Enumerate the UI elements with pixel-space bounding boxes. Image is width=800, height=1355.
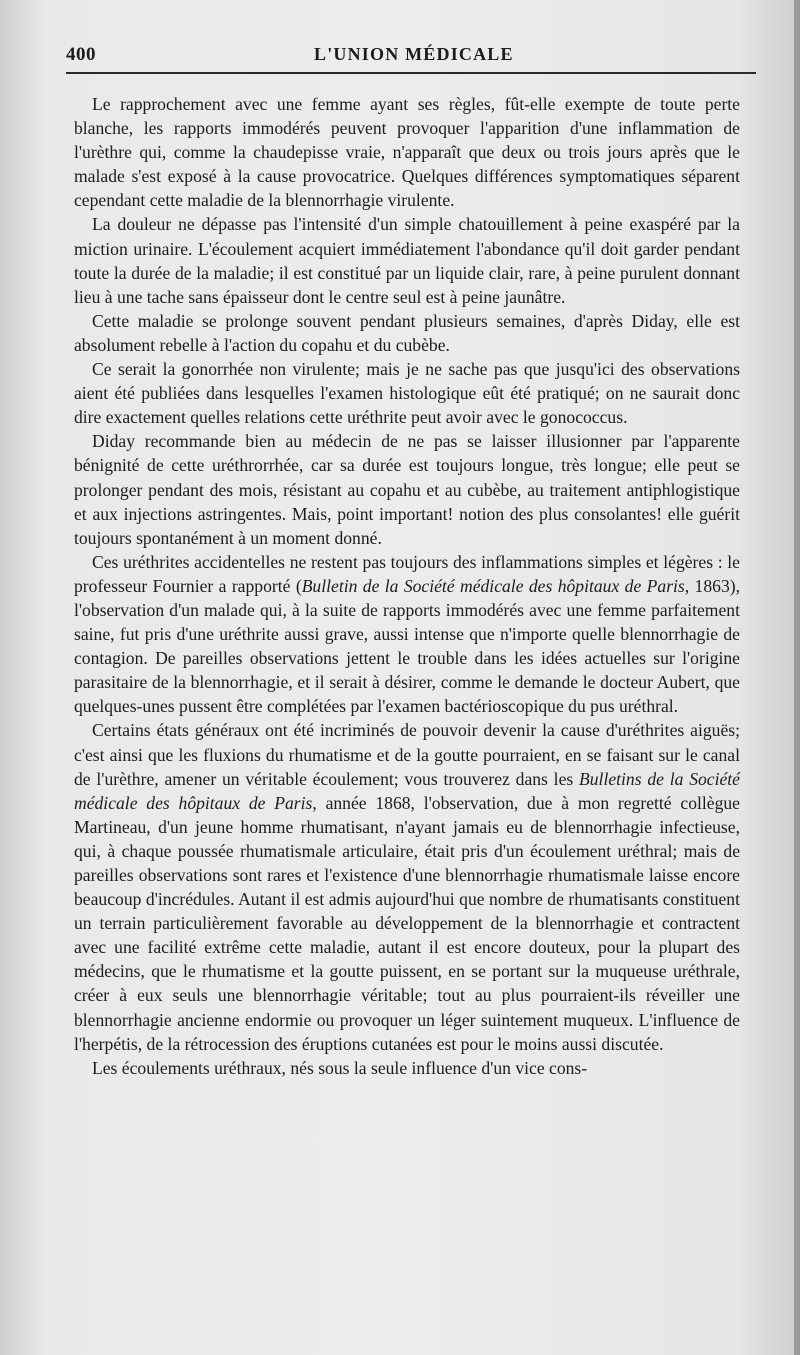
citation-title: Bulletin de la Société médicale des hôpitaux de Paris [301,575,685,596]
paragraph: Diday recommande bien au médecin de ne pas se laisser illusionner par l'apparente bénignité de cette uréthrorrhée, car sa durée est toujours longue, très longue; elle peut se prolonger pendant des mois, résistant au copahu et au cubèbe, au traitement antiphlogistique et aux injections astringentes. Mais, point important! notion des plus consolantes! elle guérit toujours spontanément à un moment donné. [74,431,740,548]
paragraph: Les écoulements uréthraux, nés sous la seule influence d'un vice cons- [92,1057,588,1078]
header-rule [66,72,756,74]
paragraph: Cette maladie se prolonge souvent pendant plusieurs semaines, d'après Diday, elle est absolument rebelle à l'action du copahu et du cubèbe. [74,310,740,355]
page-header [66,40,766,76]
paragraph-text: , 1863), l'observation d'un malade qui, à la suite de rapports immodérés avec une femme parfaitement saine, fut pris d'une uréthrite aussi grave, aussi intense que n'importe quelle blennorrhagie de contagion. De pareilles observations jettent le trouble dans les idées actuelles sur l'origine parasitaire de la blennorrhagie, et il serait à désirer, comme le demande le docteur Aubert, que quelques-unes pussent être complétées par l'examen bactérioscopique du pus uréthral. [74,575,741,717]
page-number: 400 [66,44,96,65]
running-title: L'UNION MÉDICALE [314,44,514,64]
paragraph-text: , année 1868, l'observation, due à mon regretté collègue Martineau, d'un jeune homme rhumatisant, n'ayant jamais eu de blennorrhagie infectieuse, qui, à chaque poussée rhumatismale articulaire, était pris d'un écoulement uréthral; mais de pareilles observations sont rares et l'existence d'une blennorrhagie rhumatismale laisse encore beaucoup d'incrédules. Autant il est admis aujourd'hui que nombre de rhumatisants constituent un terrain particulièrement favorable au développement de la blennorrhagie et contractent avec une facilité extrême cette maladie, autant il est encore douteux, pour la plupart des médecins, que le rhumatisme et la goutte puissent, en se portant sur la muqueuse uréthrale, créer à eux seuls une blennorrhagie véritable; tout au plus pourraient-ils réveiller une blennorrhagie ancienne endormie ou provoquer un léger suintement muqueux. L'influence de l'herpétis, de la rétrocession des éruptions cutanées est pour le moins aussi discutée. [74,792,740,1054]
paragraph [74,550,740,719]
paragraph: Ce serait la gonorrhée non virulente; mais je ne sache pas que jusqu'ici des observations aient été publiées dans lesquelles l'examen histologique eût été pratiqué; on ne saurait donc dire exactement quelles relations cette uréthrite peut avoir avec le gonococcus. [74,359,740,428]
citation-title: Bulletins de la Société médicale des hôpitaux de Paris [74,768,740,813]
paragraph-text: Certains états généraux ont été incriminés de pouvoir devenir la cause d'uréthrites aiguës; c'est ainsi que les fluxions du rhumatisme et de la goutte pourraient, en se faisant sur le canal de l'urèthre, amener un véritable écoulement; vous trouverez dans les [74,720,740,789]
paragraph: La douleur ne dépasse pas l'intensité d'un simple chatouillement à peine exaspéré par la miction urinaire. L'écoulement acquiert immédiatement l'abondance qu'il doit garder pendant toute la durée de la maladie; il est constitué par un liquide clair, rare, à peine purulent donnant lieu à une tache sans épaisseur dont le centre seul est à peine jaunâtre. [74,214,740,307]
paragraph-text: Ces uréthrites accidentelles ne restent pas toujours des inflammations simples et légères : le professeur Fournier a rapporté ( [74,551,740,596]
paragraph [74,718,740,1055]
body-text [74,92,740,1080]
page-edge [794,0,800,1355]
paragraph: Le rapprochement avec une femme ayant ses règles, fût-elle exempte de toute perte blanche, les rapports immodérés peuvent provoquer l'apparition d'une inflammation de l'urèthre qui, comme la chaudepisse vraie, n'apparaît que deux ou trois jours après que le malade s'est exposé à la cause provocatrice. Quelques différences symptomatiques séparent cependant cette maladie de la blennorrhagie virulente. [74,94,740,211]
